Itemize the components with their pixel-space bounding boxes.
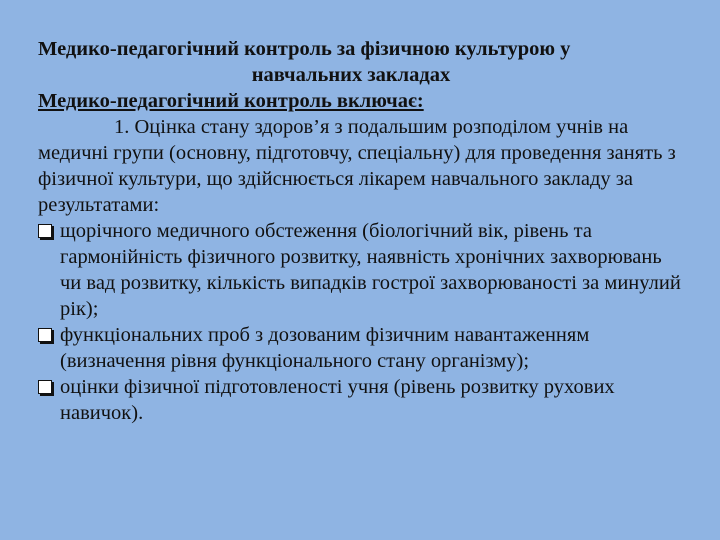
bullet-item-fitness-assessment [38,374,688,426]
bullet-text: щорічного медичного обстеження (біологічний вік, рівень та гармонійність фізичного розвитку, наявність хронічних захворювань чи вад розвитку, кількість випадків гострої захворюваності за минулий рік); [60,220,681,320]
slide-subtitle: Медико-педагогічний контроль включає: [38,90,424,112]
checkbox-bullet-icon [38,224,52,238]
bullet-text: функціональних проб з дозованим фізичним навантаженням (визначення рівня функціонального стану організму); [60,324,590,372]
slide-content [38,36,688,426]
checkbox-bullet-icon [38,328,52,342]
bullet-item-medical-exam [38,218,688,322]
checkbox-bullet-icon [38,380,52,394]
bullet-text: оцінки фізичної підготовленості учня (рівень розвитку рухових навичок). [60,376,615,424]
slide-title-line-1: Медико-педагогічний контроль за фізичною культурою у [38,38,571,60]
slide-title-line-2: навчальних закладах [251,64,451,86]
assessment-paragraph: 1. Оцінка стану здоров’я з подальшим розподілом учнів на медичні групи (основну, підготовчу, спеціальну) для проведення занять з фізичної культури, що здійснюється лікарем навчального закладу за результатами: [38,116,676,216]
bullet-item-functional-tests [38,322,688,374]
